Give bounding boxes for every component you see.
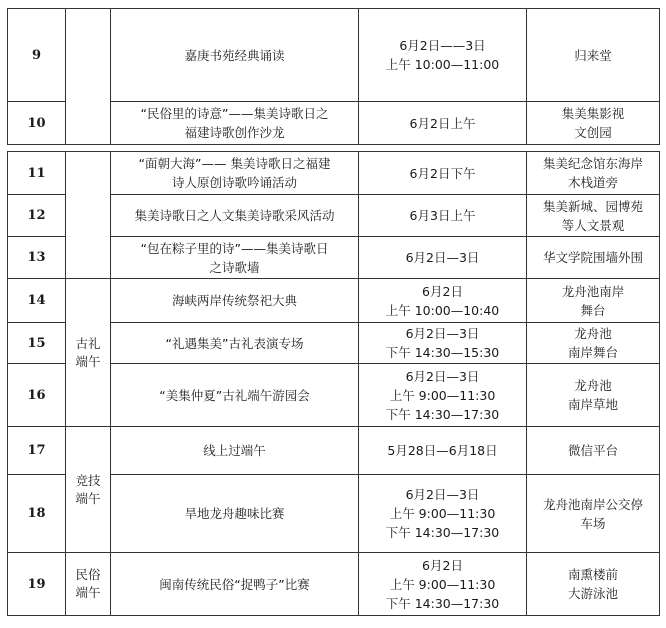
place-cell: 华文学院围墙外围 bbox=[527, 237, 660, 279]
row-number: 13 bbox=[8, 237, 66, 279]
category-cell: 古礼 端午 bbox=[66, 279, 111, 427]
category-cell: 民俗 端午 bbox=[66, 553, 111, 616]
time-cell: 6月2日 上午 10:00—10:40 bbox=[359, 279, 527, 323]
event-cell: 旱地龙舟趣味比赛 bbox=[111, 475, 359, 553]
table-row bbox=[8, 152, 660, 195]
event-cell: “包在粽子里的诗”——集美诗歌日 之诗歌墙 bbox=[111, 237, 359, 279]
place-cell: 微信平台 bbox=[527, 427, 660, 475]
event-cell: 海峡两岸传统祭祀大典 bbox=[111, 279, 359, 323]
row-number: 10 bbox=[8, 102, 66, 145]
time-cell: 6月2日 上午 9:00—11:30 下午 14:30—17:30 bbox=[359, 553, 527, 616]
place-cell: 集美纪念馆东海岸 木栈道旁 bbox=[527, 152, 660, 195]
category-cell: 竞技 端午 bbox=[66, 427, 111, 553]
schedule-table-top bbox=[7, 8, 660, 145]
table-row bbox=[8, 279, 660, 323]
row-number: 18 bbox=[8, 475, 66, 553]
place-cell: 龙舟池 南岸草地 bbox=[527, 364, 660, 427]
table-row bbox=[8, 9, 660, 102]
event-cell: 闽南传统民俗“捉鸭子”比赛 bbox=[111, 553, 359, 616]
row-number: 16 bbox=[8, 364, 66, 427]
row-number: 19 bbox=[8, 553, 66, 616]
event-cell: 集美诗歌日之人文集美诗歌采风活动 bbox=[111, 195, 359, 237]
category-cell bbox=[66, 152, 111, 279]
time-cell: 6月2日—3日 bbox=[359, 237, 527, 279]
place-cell: 集美新城、园博苑 等人文景观 bbox=[527, 195, 660, 237]
row-number: 14 bbox=[8, 279, 66, 323]
time-cell: 6月2日上午 bbox=[359, 102, 527, 145]
row-number: 17 bbox=[8, 427, 66, 475]
time-cell: 6月2日—3日 上午 9:00—11:30 下午 14:30—17:30 bbox=[359, 475, 527, 553]
time-cell: 6月2日下午 bbox=[359, 152, 527, 195]
row-number: 12 bbox=[8, 195, 66, 237]
event-cell: 线上过端午 bbox=[111, 427, 359, 475]
place-cell: 归来堂 bbox=[527, 9, 660, 102]
event-cell: 嘉庚书苑经典诵读 bbox=[111, 9, 359, 102]
place-cell: 龙舟池 南岸舞台 bbox=[527, 323, 660, 364]
place-cell: 龙舟池南岸 舞台 bbox=[527, 279, 660, 323]
time-cell: 6月2日—3日 下午 14:30—15:30 bbox=[359, 323, 527, 364]
event-cell: “美集仲夏”古礼端午游园会 bbox=[111, 364, 359, 427]
row-number: 11 bbox=[8, 152, 66, 195]
time-cell: 5月28日—6月18日 bbox=[359, 427, 527, 475]
row-number: 15 bbox=[8, 323, 66, 364]
place-cell: 集美集影视 文创园 bbox=[527, 102, 660, 145]
time-cell: 6月3日上午 bbox=[359, 195, 527, 237]
event-cell: “面朝大海”—— 集美诗歌日之福建 诗人原创诗歌吟诵活动 bbox=[111, 152, 359, 195]
event-cell: “礼遇集美”古礼表演专场 bbox=[111, 323, 359, 364]
time-cell: 6月2日—3日 上午 9:00—11:30 下午 14:30—17:30 bbox=[359, 364, 527, 427]
place-cell: 龙舟池南岸公交停 车场 bbox=[527, 475, 660, 553]
time-cell: 6月2日——3日 上午 10:00—11:00 bbox=[359, 9, 527, 102]
place-cell: 南熏楼前 大游泳池 bbox=[527, 553, 660, 616]
table-row bbox=[8, 553, 660, 616]
schedule-table-bottom bbox=[7, 151, 660, 616]
event-cell: “民俗里的诗意”——集美诗歌日之 福建诗歌创作沙龙 bbox=[111, 102, 359, 145]
category-cell bbox=[66, 9, 111, 145]
table-row bbox=[8, 427, 660, 475]
row-number: 9 bbox=[8, 9, 66, 102]
